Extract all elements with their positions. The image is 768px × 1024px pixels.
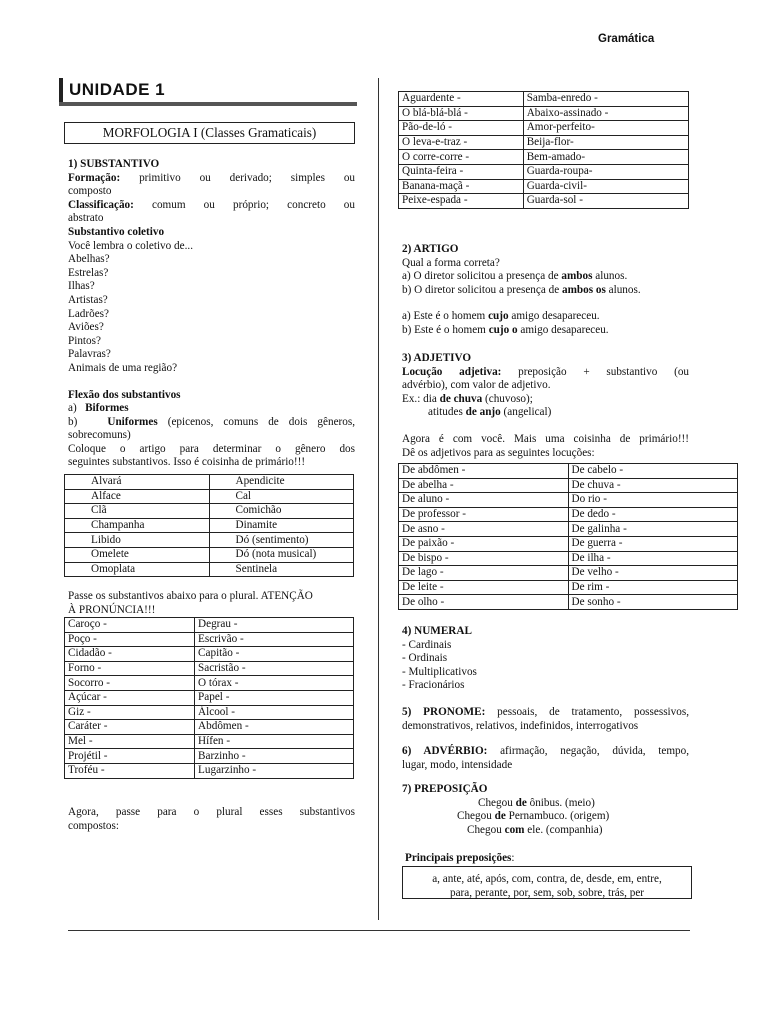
pronome-cont: demonstrativos, relativos, indefinidos, interrogativos bbox=[402, 719, 639, 732]
table-row bbox=[65, 705, 354, 720]
adjetivo-title: 3) ADJETIVO bbox=[402, 352, 472, 364]
pronome-text: pessoais, de tratamento, possessivos, bbox=[497, 706, 690, 718]
coletivo-item: Artistas? bbox=[68, 293, 108, 306]
table-row bbox=[65, 632, 354, 647]
unit-title: UNIDADE 1 bbox=[69, 80, 166, 99]
table-row bbox=[65, 676, 354, 691]
adverbio-line bbox=[402, 745, 689, 759]
table-cell: Mel - bbox=[65, 734, 195, 749]
flexao-title: Flexão dos substantivos bbox=[68, 388, 181, 401]
plural-instr bbox=[68, 590, 358, 617]
ex2-post: (angelical) bbox=[503, 406, 552, 419]
table-cell: Degrau - bbox=[195, 618, 354, 633]
table-cell: Cal bbox=[209, 489, 354, 504]
formacao-line bbox=[68, 172, 355, 186]
table-cell: De aluno - bbox=[399, 493, 569, 508]
table-row bbox=[65, 720, 354, 735]
table-row bbox=[399, 194, 689, 209]
table-cell: Alface bbox=[65, 489, 210, 504]
coletivo-item: Estrelas? bbox=[68, 266, 109, 279]
table-cell: Omelete bbox=[65, 547, 210, 562]
artigo-a-post: alunos. bbox=[595, 270, 628, 283]
agora-line-1: Agora é com você. Mais uma coisinha de primário!!! bbox=[402, 432, 689, 445]
agora-line-2: Dê os adjetivos para as seguintes locuções: bbox=[402, 446, 595, 459]
artigo-d-post: amigo desapareceu. bbox=[520, 323, 609, 336]
pronome-line bbox=[402, 706, 689, 720]
principais-line bbox=[405, 852, 515, 866]
artigo-b-pre: b) O diretor solicitou a presença de bbox=[402, 283, 560, 296]
table-cell: Caroço - bbox=[65, 618, 195, 633]
table-cell: Do rio - bbox=[568, 493, 738, 508]
table-cell: Guarda-sol - bbox=[523, 194, 688, 209]
artigo-section bbox=[402, 243, 690, 338]
formacao-cont: composto bbox=[68, 185, 112, 198]
substantivo-heading bbox=[68, 158, 355, 172]
prep-ex2-bold: de bbox=[494, 810, 506, 823]
table-cell: Dó (sentimento) bbox=[209, 533, 354, 548]
column-divider bbox=[378, 78, 379, 920]
coletivo-item: Aviões? bbox=[68, 321, 104, 334]
ex2-bold: de anjo bbox=[465, 406, 501, 419]
table-cell: De leite - bbox=[399, 580, 569, 595]
table-cell: De cabelo - bbox=[568, 464, 738, 479]
table-cell: De olho - bbox=[399, 595, 569, 610]
prep-ex3-pre: Chegou bbox=[467, 823, 502, 836]
table-cell: De lago - bbox=[399, 566, 569, 581]
table-row bbox=[65, 475, 354, 490]
table-row bbox=[65, 518, 354, 533]
classif-line bbox=[68, 199, 355, 213]
table-cell: De sonho - bbox=[568, 595, 738, 610]
section-subtitle-box: MORFOLOGIA I (Classes Gramaticais) bbox=[64, 122, 355, 144]
prep-example-2 bbox=[402, 810, 689, 824]
artigo-c-bold: cujo bbox=[488, 310, 509, 323]
table-cell: O leva-e-traz - bbox=[399, 135, 524, 150]
artigo-option-b bbox=[402, 284, 690, 298]
table-row bbox=[399, 522, 738, 537]
flexao-b-prefix: b) bbox=[68, 415, 78, 428]
table-cell: Lugarzinho - bbox=[195, 763, 354, 778]
table-row bbox=[399, 106, 689, 121]
flexao-b-rest: (epicenos, comuns de dois gêneros, bbox=[167, 415, 356, 428]
artigo-title: 2) ARTIGO bbox=[402, 243, 459, 255]
table-cell: De abdômen - bbox=[399, 464, 569, 479]
artigo-b-bold: ambos os bbox=[562, 283, 606, 296]
table-row bbox=[65, 547, 354, 562]
coletivo-intro: Você lembra o coletivo de... bbox=[68, 239, 193, 252]
unit-header-bottom-bar bbox=[59, 102, 357, 106]
ex2-pre: atitudes bbox=[428, 406, 463, 419]
adverbio-cont: lugar, modo, intensidade bbox=[402, 758, 513, 771]
table-row bbox=[65, 647, 354, 662]
numeral-list bbox=[402, 639, 690, 693]
locucao-text: preposição + substantivo (ou bbox=[518, 365, 690, 378]
table-cell: Sacristão - bbox=[195, 661, 354, 676]
table-row bbox=[399, 478, 738, 493]
table-cell: Bem-amado- bbox=[523, 150, 688, 165]
artigo-option-a bbox=[402, 270, 690, 284]
table-cell: De bispo - bbox=[399, 551, 569, 566]
table-row bbox=[399, 551, 738, 566]
table-row bbox=[65, 749, 354, 764]
table-row bbox=[399, 536, 738, 551]
table-cell: Quinta-feira - bbox=[399, 164, 524, 179]
table-cell: Capitão - bbox=[195, 647, 354, 662]
classif-text: comum ou próprio; concreto ou bbox=[152, 198, 355, 211]
table-cell: Amor-perfeito- bbox=[523, 121, 688, 136]
prep-ex2-post: Pernambuco. (origem) bbox=[508, 810, 610, 823]
artigo-c-post: amigo desapareceu. bbox=[511, 310, 600, 323]
table-cell: Comichão bbox=[209, 504, 354, 519]
table-cell: De professor - bbox=[399, 507, 569, 522]
compostos-instr-2: compostos: bbox=[68, 819, 119, 832]
table-cell: Banana-maçã - bbox=[399, 179, 524, 194]
table-cell: Beija-flor- bbox=[523, 135, 688, 150]
compostos-instr-1: Agora, passe para o plural esses substantivos bbox=[68, 806, 355, 818]
table-cell: Poço - bbox=[65, 632, 195, 647]
table-row bbox=[65, 763, 354, 778]
principais-label-line bbox=[405, 852, 515, 866]
table-cell: Barzinho - bbox=[195, 749, 354, 764]
table-cell: Açúcar - bbox=[65, 690, 195, 705]
table-cell: Troféu - bbox=[65, 763, 195, 778]
table-cell: O corre-corre - bbox=[399, 150, 524, 165]
pronome-label: 5) PRONOME: bbox=[402, 706, 486, 718]
artigo-a-pre: a) O diretor solicitou a presença de bbox=[402, 270, 559, 283]
adverbio-text: afirmação, negação, dúvida, tempo, bbox=[500, 745, 690, 757]
prep-example-3 bbox=[402, 824, 689, 838]
artigo-b-post: alunos. bbox=[608, 283, 641, 296]
table-cell: Apendicite bbox=[209, 475, 354, 490]
formacao-text: primitivo ou derivado; simples ou bbox=[139, 171, 356, 184]
artigo-c-pre: a) Este é o homem bbox=[402, 310, 486, 323]
table-row bbox=[399, 135, 689, 150]
coletivo-item: Pintos? bbox=[68, 334, 101, 347]
table-cell: Escrivão - bbox=[195, 632, 354, 647]
table-row bbox=[399, 464, 738, 479]
coletivo-item: Abelhas? bbox=[68, 253, 110, 266]
table-cell: Abdômen - bbox=[195, 720, 354, 735]
formacao-label: Formação: bbox=[68, 171, 121, 184]
plural-instr-2: À PRONÚNCIA!!! bbox=[68, 603, 156, 616]
table-cell: Peixe-espada - bbox=[399, 194, 524, 209]
coletivo-title: Substantivo coletivo bbox=[68, 225, 165, 238]
numeral-title: 4) NUMERAL bbox=[402, 625, 472, 637]
numeral-item: - Ordinais bbox=[402, 652, 448, 665]
ex-pre: Ex.: dia bbox=[402, 392, 437, 405]
locucao-label: Locução adjetiva: bbox=[402, 365, 502, 378]
table-cell: Caráter - bbox=[65, 720, 195, 735]
table-cell: Dinamite bbox=[209, 518, 354, 533]
table-cell: Samba-enredo - bbox=[523, 92, 688, 107]
table-cell: Giz - bbox=[65, 705, 195, 720]
table-cell: Guarda-civil- bbox=[523, 179, 688, 194]
table-cell: Abaixo-assinado - bbox=[523, 106, 688, 121]
table-cell: De galinha - bbox=[568, 522, 738, 537]
table-row bbox=[399, 150, 689, 165]
prep-ex1-pre: Chegou bbox=[478, 796, 513, 809]
coletivo-item: Ilhas? bbox=[68, 280, 95, 293]
prep-list-1: a, ante, até, após, com, contra, de, desde, em, entre, bbox=[432, 873, 662, 885]
table-cell: Champanha bbox=[65, 518, 210, 533]
prep-ex2-pre: Chegou bbox=[457, 810, 492, 823]
prep-list-2: para, perante, por, sem, sob, sobre, trás, per bbox=[449, 886, 645, 899]
table-cell: Omoplata bbox=[65, 562, 210, 577]
coletivo-list bbox=[68, 253, 355, 375]
plural-instr-1: Passe os substantivos abaixo para o plural. ATENÇÃO bbox=[68, 590, 313, 602]
flexao-b-cont: sobrecomuns) bbox=[68, 429, 131, 442]
genero-table bbox=[64, 474, 354, 577]
table-cell: Guarda-roupa- bbox=[523, 164, 688, 179]
table-cell: Dó (nota musical) bbox=[209, 547, 354, 562]
numeral-section bbox=[402, 625, 690, 693]
coletivo-item: Palavras? bbox=[68, 348, 111, 361]
flexao-b-text: Uniformes bbox=[107, 415, 158, 428]
table-row bbox=[399, 164, 689, 179]
table-row bbox=[399, 580, 738, 595]
table-cell: O tórax - bbox=[195, 676, 354, 691]
locucoes-table bbox=[398, 463, 738, 610]
table-cell: Sentinela bbox=[209, 562, 354, 577]
unit-header bbox=[59, 78, 357, 106]
table-cell: Hífen - bbox=[195, 734, 354, 749]
artigo-a-bold: ambos bbox=[561, 270, 593, 283]
table-cell: De abelha - bbox=[399, 478, 569, 493]
table-cell: De asno - bbox=[399, 522, 569, 537]
table-cell: Cidadão - bbox=[65, 647, 195, 662]
table-cell: De chuva - bbox=[568, 478, 738, 493]
compostos-table bbox=[398, 91, 689, 209]
table-cell: Socorro - bbox=[65, 676, 195, 691]
table-cell: De ilha - bbox=[568, 551, 738, 566]
table-cell: De rim - bbox=[568, 580, 738, 595]
table-cell: De velho - bbox=[568, 566, 738, 581]
prep-example-1 bbox=[402, 797, 689, 811]
prep-ex1-bold: de bbox=[515, 796, 527, 809]
table-cell: Projétil - bbox=[65, 749, 195, 764]
classif-label: Classificação: bbox=[68, 198, 134, 211]
table-row bbox=[65, 734, 354, 749]
preposicao-title: 7) PREPOSIÇÃO bbox=[402, 783, 488, 795]
ex-bold: de chuva bbox=[439, 392, 483, 405]
coletivo-item: Ladrões? bbox=[68, 307, 109, 320]
table-row bbox=[399, 493, 738, 508]
adverbio-label: 6) ADVÉRBIO: bbox=[402, 745, 488, 757]
artigo-d-bold: cujo o bbox=[488, 323, 518, 336]
footer-rule bbox=[68, 930, 690, 931]
table-row bbox=[399, 121, 689, 136]
locucao-cont: advérbio), com valor de adjetivo. bbox=[402, 379, 551, 392]
flexao-a-text: Biformes bbox=[85, 402, 129, 415]
adjetivo-section bbox=[402, 352, 689, 460]
adverbio-section bbox=[402, 745, 689, 772]
genero-instr-1: Coloque o artigo para determinar o gênero dos bbox=[68, 442, 355, 455]
table-cell: Papel - bbox=[195, 690, 354, 705]
table-cell: De dedo - bbox=[568, 507, 738, 522]
table-cell: Pão-de-ló - bbox=[399, 121, 524, 136]
header-title: Gramática bbox=[598, 33, 655, 45]
left-column bbox=[68, 158, 355, 470]
prep-ex3-bold: com bbox=[504, 823, 525, 836]
pronome-section bbox=[402, 706, 689, 733]
prep-ex3-post: ele. (companhia) bbox=[527, 823, 603, 836]
table-cell: Alvará bbox=[65, 475, 210, 490]
table-row bbox=[399, 595, 738, 610]
table-cell: O blá-blá-blá - bbox=[399, 106, 524, 121]
principais-label: Principais preposições bbox=[405, 852, 512, 864]
substantivo-title: 1) SUBSTANTIVO bbox=[68, 158, 160, 170]
table-cell: Aguardente - bbox=[399, 92, 524, 107]
table-cell: Forno - bbox=[65, 661, 195, 676]
numeral-item: - Cardinais bbox=[402, 638, 452, 651]
principais-colon: : bbox=[511, 852, 515, 864]
table-cell: Álcool - bbox=[195, 705, 354, 720]
artigo-question: Qual a forma correta? bbox=[402, 256, 500, 269]
table-row bbox=[65, 504, 354, 519]
prep-ex1-post: ônibus. (meio) bbox=[529, 796, 595, 809]
table-row bbox=[399, 507, 738, 522]
table-row bbox=[65, 661, 354, 676]
table-row bbox=[65, 562, 354, 577]
coletivo-item: Animais de uma região? bbox=[68, 361, 178, 374]
table-row bbox=[399, 92, 689, 107]
table-cell: De paixão - bbox=[399, 536, 569, 551]
artigo-d-pre: b) Este é o homem bbox=[402, 323, 486, 336]
table-cell: Libido bbox=[65, 533, 210, 548]
compostos-instr bbox=[68, 806, 355, 833]
preposicao-section bbox=[402, 783, 689, 837]
locucao-line bbox=[402, 366, 689, 380]
flexao-a-prefix: a) bbox=[68, 402, 77, 415]
table-cell: Clã bbox=[65, 504, 210, 519]
table-row bbox=[65, 690, 354, 705]
adjetivo-example-1 bbox=[402, 393, 689, 407]
artigo-option-c bbox=[402, 310, 690, 324]
artigo-option-d bbox=[402, 324, 690, 338]
genero-instr-2: seguintes substantivos. Isso é coisinha de primário!!! bbox=[68, 456, 306, 469]
classif-cont: abstrato bbox=[68, 212, 104, 225]
preposicoes-box bbox=[402, 866, 692, 899]
numeral-item: - Fracionários bbox=[402, 679, 465, 692]
table-row bbox=[399, 566, 738, 581]
table-row bbox=[65, 618, 354, 633]
table-cell: De guerra - bbox=[568, 536, 738, 551]
ex-post: (chuvoso); bbox=[485, 392, 533, 405]
adjetivo-example-2 bbox=[402, 406, 689, 420]
plural-table bbox=[64, 617, 354, 779]
table-row bbox=[399, 179, 689, 194]
flexao-b bbox=[68, 416, 355, 430]
table-row bbox=[65, 489, 354, 504]
table-row bbox=[65, 533, 354, 548]
flexao-a bbox=[68, 402, 355, 416]
numeral-item: - Multiplicativos bbox=[402, 665, 477, 678]
